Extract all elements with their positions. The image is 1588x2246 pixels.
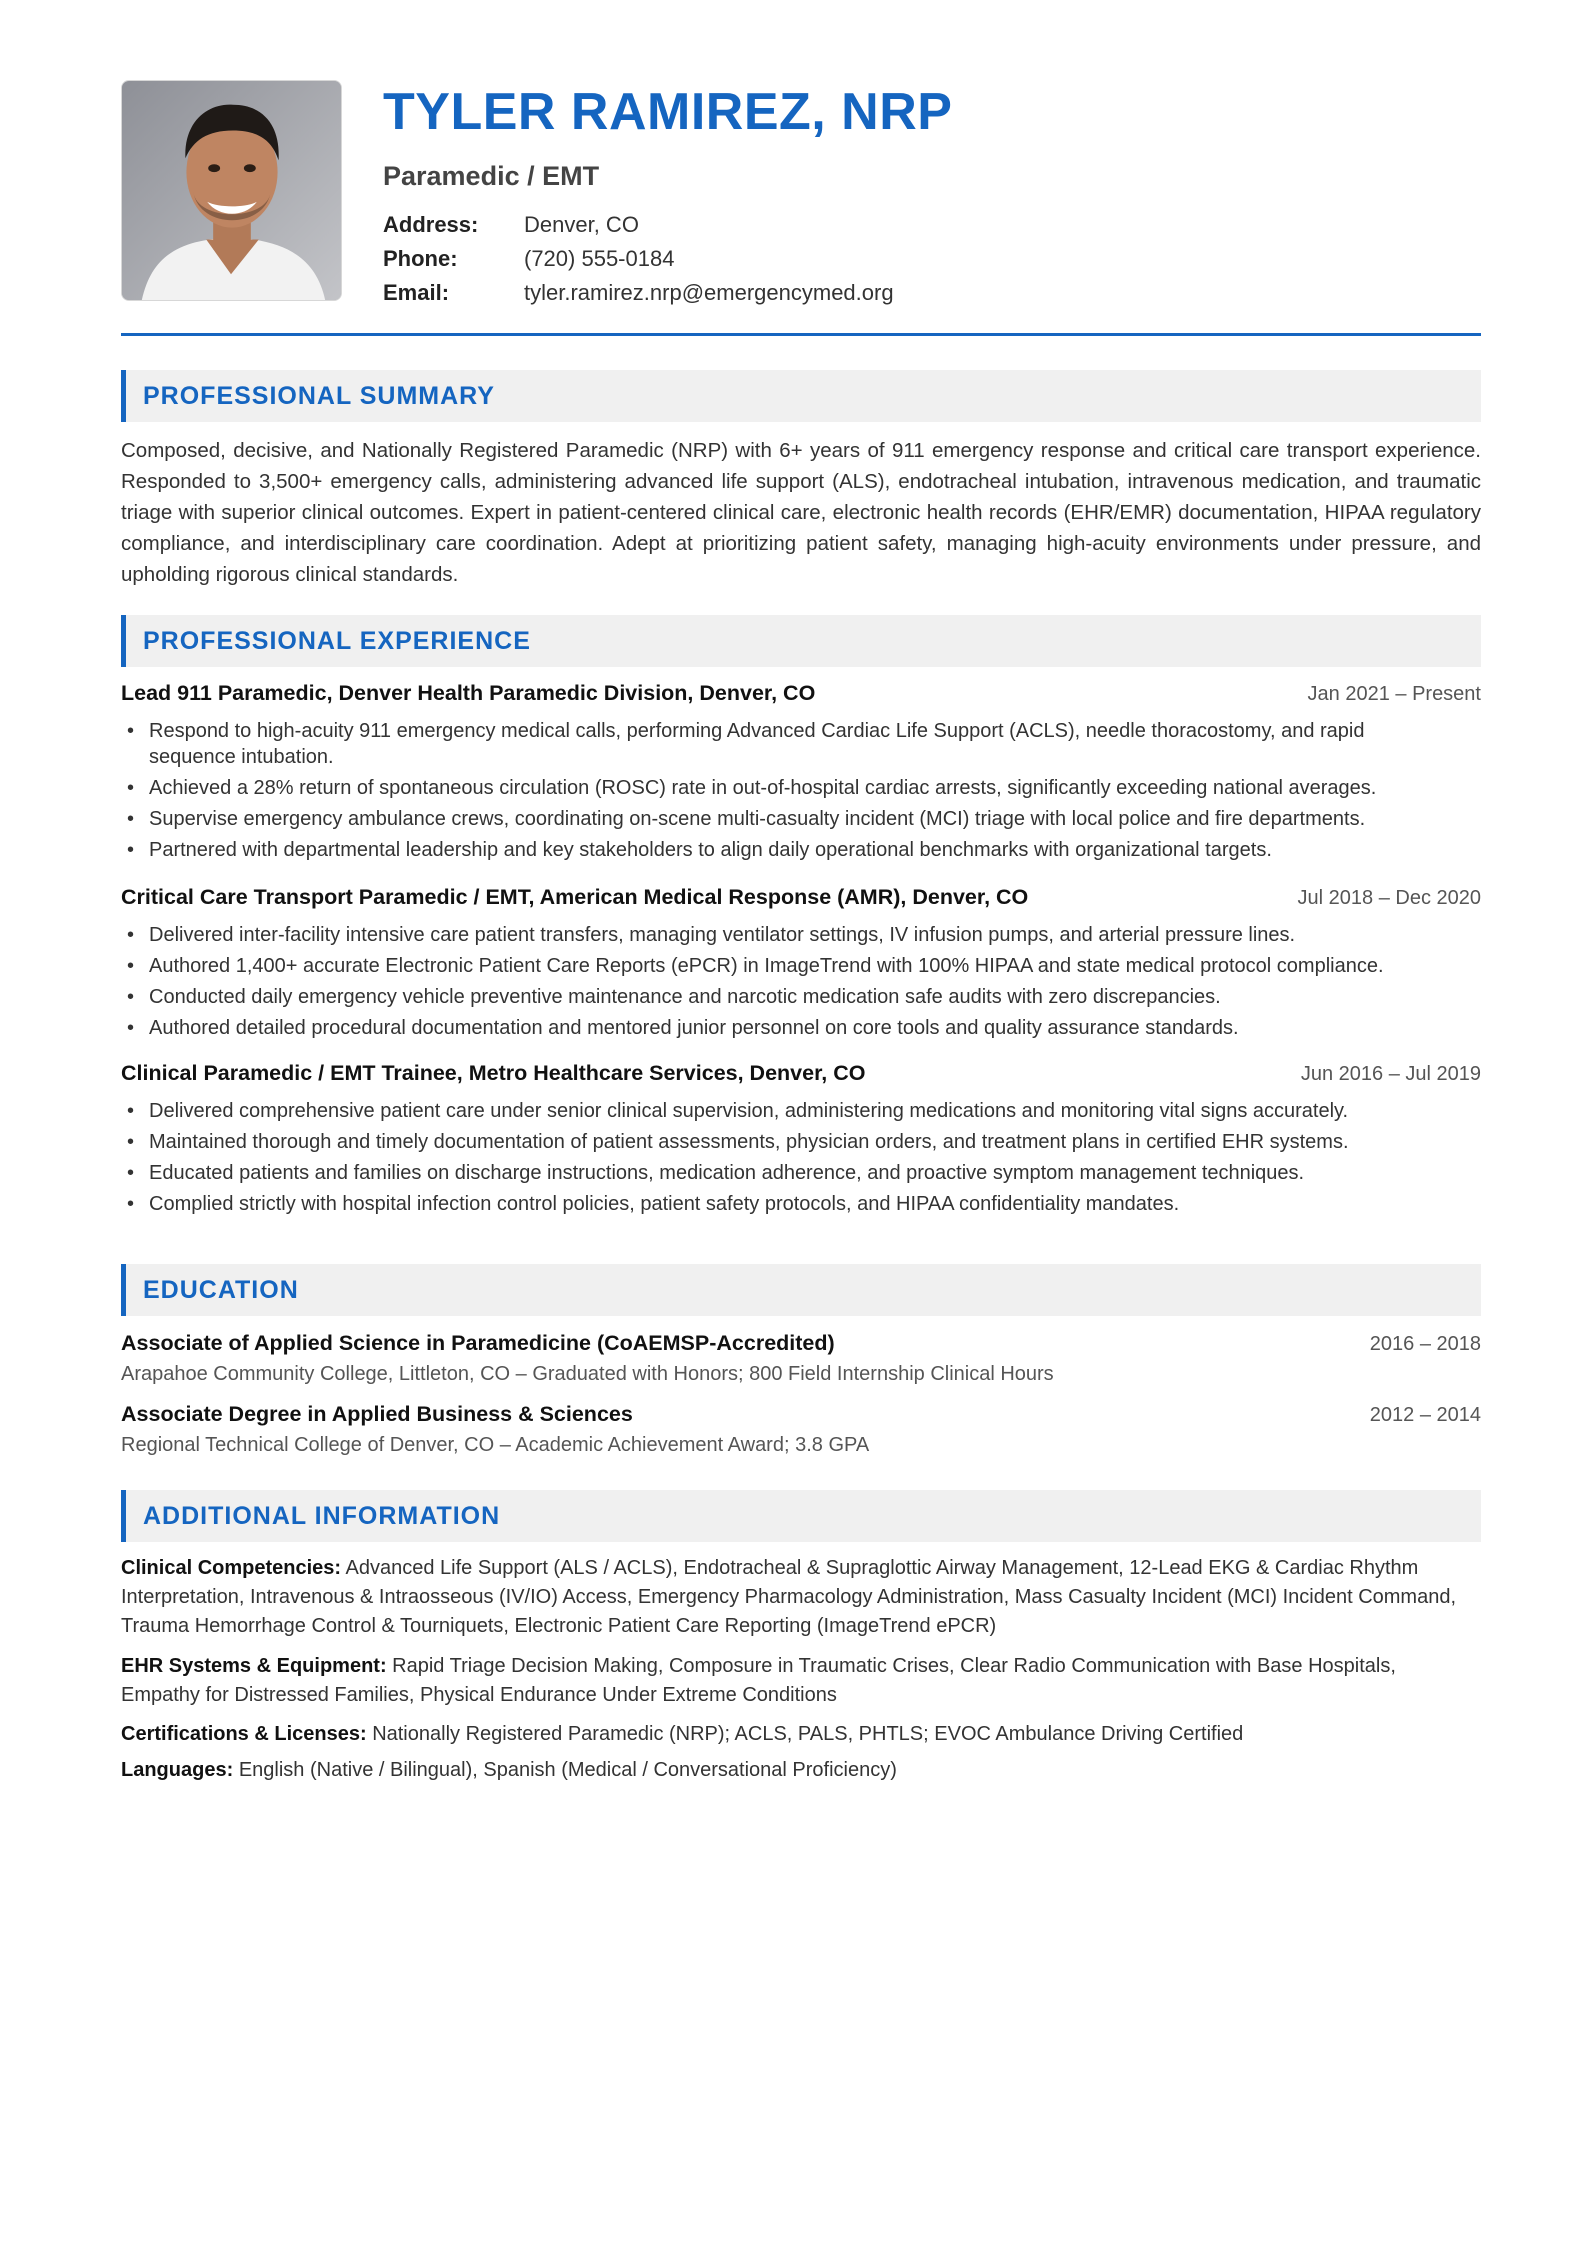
bullet-item: • Achieved a 28% return of spontaneous circulation (ROSC) rate in out-of-hospital cardiac arrests, significantly exceeding national averages. (121, 775, 1481, 801)
job-dates: Jan 2021 – Present (1307, 683, 1481, 705)
candidate-name: TYLER RAMIREZ, NRP (383, 83, 953, 141)
job-header (121, 681, 1481, 711)
bullet-item: • Supervise emergency ambulance crews, coordinating on-scene multi-casualty incident (MCI) triage with local police and fire departments. (121, 806, 1481, 832)
bullet-item: • Partnered with departmental leadership and key stakeholders to align daily operational benchmarks with organizational targets. (121, 837, 1481, 863)
contact-phone (383, 242, 894, 276)
additional-text: Nationally Registered Paramedic (NRP); ACLS, PALS, PHTLS; EVOC Ambulance Driving Certified (372, 1723, 1244, 1745)
bullet-item: • Delivered inter-facility intensive care patient transfers, managing ventilator settings, IV infusion pumps, and arterial pressure lines. (121, 922, 1481, 948)
education-dates: 2012 – 2014 (1369, 1404, 1481, 1426)
job-title: Critical Care Transport Paramedic / EMT, American Medical Response (AMR), Denver, CO (121, 885, 1029, 909)
education-degree: Associate Degree in Applied Business & Sciences (121, 1402, 633, 1426)
header-divider (121, 333, 1481, 336)
additional-item (121, 1652, 1481, 1710)
bullet-item: • Delivered comprehensive patient care under senior clinical supervision, administering medications and monitoring vital signs accurately. (121, 1098, 1481, 1124)
bullet-item: • Complied strictly with hospital infection control policies, patient safety protocols, and HIPAA confidentiality mandates. (121, 1191, 1481, 1217)
additional-label: Clinical Competencies: (121, 1557, 342, 1579)
section-heading-summary: PROFESSIONAL SUMMARY (121, 370, 1481, 422)
profile-photo (121, 80, 342, 301)
contact-block (383, 208, 894, 310)
bullet-item: • Conducted daily emergency vehicle preventive maintenance and narcotic medication safe audits with zero discrepancies. (121, 984, 1481, 1010)
education-school: Arapahoe Community College, Littleton, CO – Graduated with Honors; 800 Field Internship Clinical Hours (121, 1363, 1054, 1385)
additional-item (121, 1720, 1481, 1749)
additional-item (121, 1756, 1481, 1785)
additional-text: English (Native / Bilingual), Spanish (Medical / Conversational Proficiency) (238, 1759, 897, 1781)
education-degree: Associate of Applied Science in Paramedicine (CoAEMSP-Accredited) (121, 1331, 835, 1355)
job-title: Clinical Paramedic / EMT Trainee, Metro Healthcare Services, Denver, CO (121, 1061, 866, 1085)
contact-email (383, 276, 894, 310)
contact-label: Phone: (383, 246, 458, 271)
section-heading-additional: ADDITIONAL INFORMATION (121, 1490, 1481, 1542)
bullet-item: • Maintained thorough and timely documentation of patient assessments, physician orders, and treatment plans in certified EHR systems. (121, 1129, 1481, 1155)
bullet-item: • Authored 1,400+ accurate Electronic Patient Care Reports (ePCR) in ImageTrend with 100% HIPAA and state medical protocol compliance. (121, 953, 1481, 979)
contact-address (383, 208, 894, 242)
section-heading-education: EDUCATION (121, 1264, 1481, 1316)
additional-item (121, 1554, 1481, 1641)
section-heading-experience: PROFESSIONAL EXPERIENCE (121, 615, 1481, 667)
contact-value: Denver, CO (524, 212, 639, 237)
bullet-item: • Authored detailed procedural documentation and mentored junior personnel on core tools and quality assurance standards. (121, 1015, 1481, 1041)
contact-value: tyler.ramirez.nrp@emergencymed.org (524, 280, 894, 305)
bullet-item: • Respond to high-acuity 911 emergency medical calls, performing Advanced Cardiac Life Support (ACLS), needle thoracostomy, and rapid sequence intubation. (121, 718, 1481, 770)
additional-label: Languages: (121, 1759, 234, 1781)
summary-text: Composed, decisive, and Nationally Registered Paramedic (NRP) with 6+ years of 911 emergency response and critical care transport experience. Responded to 3,500+ emergency calls, administering advanced life support (ALS), endotracheal intubation, intravenous medication, and traumatic triage with superior clinical outcomes. Expert in patient-centered clinical care, electronic health records (EHR/EMR) documentation, HIPAA regulatory compliance, and interdisciplinary care coordination. Adept at prioritizing patient safety, managing high-acuity environments under pressure, and upholding rigorous clinical standards. (121, 439, 1481, 586)
contact-label: Email: (383, 280, 450, 305)
job-bullets (121, 922, 1481, 1046)
additional-text: Advanced Life Support (ALS / ACLS), Endotracheal & Supraglottic Airway Management, 12-Lead EKG & Cardiac Rhythm Interpretation, Intravenous & Intraosseous (IV/IO) Access, Emergency Pharmacology Administration, Mass Casualty Incident (MCI) Incident Command, Trauma Hemorrhage Control & Tourniquets, Electronic Patient Care Reporting (ImageTrend ePCR) (121, 1557, 1457, 1637)
job-header (121, 885, 1481, 915)
job-title: Lead 911 Paramedic, Denver Health Paramedic Division, Denver, CO (121, 681, 816, 705)
job-bullets (121, 1098, 1481, 1222)
contact-label: Address: (383, 212, 479, 237)
additional-text: Rapid Triage Decision Making, Composure in Traumatic Crises, Clear Radio Communication with Base Hospitals, Empathy for Distressed Families, Physical Endurance Under Extreme Conditions (121, 1655, 1396, 1706)
education-school: Regional Technical College of Denver, CO – Academic Achievement Award; 3.8 GPA (121, 1434, 870, 1456)
additional-label: EHR Systems & Equipment: (121, 1655, 387, 1677)
education-dates: 2016 – 2018 (1369, 1333, 1481, 1355)
resume-header (121, 80, 1481, 305)
job-dates: Jun 2016 – Jul 2019 (1300, 1063, 1481, 1085)
bullet-item: • Educated patients and families on discharge instructions, medication adherence, and proactive symptom management techniques. (121, 1160, 1481, 1186)
job-dates: Jul 2018 – Dec 2020 (1297, 887, 1481, 909)
job-header (121, 1061, 1481, 1091)
education-header (121, 1331, 1481, 1361)
additional-label: Certifications & Licenses: (121, 1723, 367, 1745)
education-header (121, 1402, 1481, 1432)
candidate-title: Paramedic / EMT (383, 161, 600, 191)
contact-value: (720) 555-0184 (524, 246, 675, 271)
job-bullets (121, 718, 1481, 868)
